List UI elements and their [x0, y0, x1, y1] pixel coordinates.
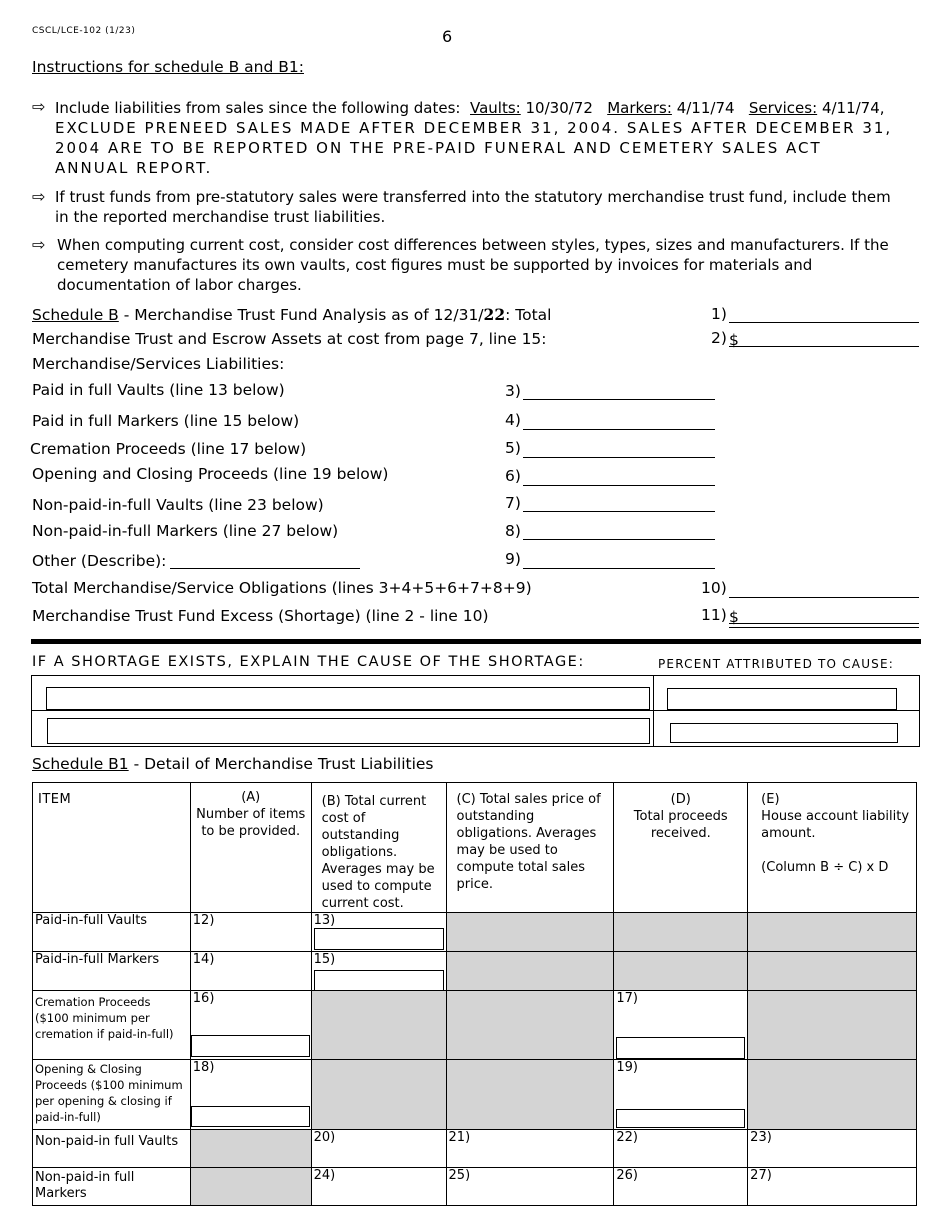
schedule-b1-title: Schedule B1 - Detail of Merchandise Trust Liabilities	[32, 755, 434, 773]
line-9-field[interactable]	[523, 568, 715, 569]
instructions-title: Instructions for schedule B and B1:	[32, 58, 304, 76]
instruction-item-2: If trust funds from pre-statutory sales were transferred into the statutory merchandise trust fund, include them in the reported merchandise trust liabilities.	[55, 188, 891, 226]
instruction-item-1: Include liabilities from sales since the following dates: Vaults: 10/30/72 Markers: 4/11/74 Services: 4/11/74, EXCLUDE PRENEED SALES MADE AFTER DECEMBER 31, 2004. SALES AFTER DECEMBER 31, 2004 ARE TO BE REPORTED ON THE PRE-PAID FUNERAL AND CEMETERY SALES ACT ANNUAL REPORT.	[55, 99, 893, 177]
percent-heading: PERCENT ATTRIBUTED TO CAUSE:	[658, 657, 895, 671]
row-label: Cremation Proceeds ($100 minimum per cremation if paid-in-full)	[33, 991, 191, 1060]
line-9-label: Other (Describe):	[32, 552, 167, 570]
line-5-field[interactable]	[523, 457, 715, 458]
liabilities-heading: Merchandise/Services Liabilities:	[32, 355, 285, 373]
col-c-header: (C) Total sales price of outstanding obligations. Averages may be used to compute total sales price.	[446, 783, 614, 913]
percent-input-2[interactable]	[670, 723, 898, 743]
line-8-field[interactable]	[523, 539, 715, 540]
instruction-item-3: When computing current cost, consider cost differences between styles, types, sizes and manufacturers. If the cemetery manufactures its own vaults, cost figures must be supported by invoices for materials and documentation of labor charges.	[57, 236, 889, 294]
double-underline	[729, 627, 919, 628]
line-2-label: Merchandise Trust and Escrow Assets at cost from page 7, line 15:	[32, 330, 547, 348]
line-number: 5)	[505, 439, 521, 457]
table-row	[33, 1130, 917, 1168]
line-10-field[interactable]	[729, 597, 919, 598]
cell-12[interactable]: 12)	[190, 913, 311, 952]
line-number: 4)	[505, 411, 521, 429]
line-4-field[interactable]	[523, 429, 715, 430]
schedule-b1-table	[32, 782, 917, 1206]
arrow-right-icon: ⇨	[32, 97, 46, 116]
form-id: CSCL/LCE-102 (1/23)	[32, 26, 136, 36]
cell-18-input[interactable]	[191, 1106, 310, 1127]
line-6-field[interactable]	[523, 485, 715, 486]
line-number: 6)	[505, 467, 521, 485]
cell-23[interactable]: 23)	[748, 1130, 917, 1168]
table-row	[33, 913, 917, 952]
line-8-label: Non-paid-in-full Markers (line 27 below)	[32, 522, 339, 540]
col-d-header: (D) Total proceeds received.	[614, 783, 748, 913]
col-b-header: (B) Total current cost of outstanding obligations. Averages may be used to compute current cost.	[311, 783, 446, 913]
line-7-label: Non-paid-in-full Vaults (line 23 below)	[32, 496, 324, 514]
line-number: 3)	[505, 382, 521, 400]
cell-16-input[interactable]	[191, 1035, 310, 1057]
table-row	[33, 952, 917, 991]
row-label: Opening & Closing Proceeds ($100 minimum per opening & closing if paid-in-full)	[33, 1060, 191, 1130]
arrow-right-icon: ⇨	[32, 187, 46, 206]
cell-19-input[interactable]	[616, 1109, 745, 1128]
col-item-header: ITEM	[33, 783, 191, 913]
schedule-b-title: Schedule B - Merchandise Trust Fund Analysis as of 12/31/22: Total	[32, 305, 552, 324]
line-number: 7)	[505, 494, 521, 512]
line-6-label: Opening and Closing Proceeds (line 19 below)	[32, 465, 389, 483]
line-10-label: Total Merchandise/Service Obligations (lines 3+4+5+6+7+8+9)	[32, 579, 532, 597]
cell-17: 17)	[614, 991, 748, 1060]
row-label: Non-paid-in full Markers	[33, 1168, 191, 1206]
shortage-heading: IF A SHORTAGE EXISTS, EXPLAIN THE CAUSE OF THE SHORTAGE:	[32, 654, 585, 670]
cell-19: 19)	[614, 1060, 748, 1130]
line-number: 11)	[701, 606, 727, 624]
other-describe-field[interactable]	[170, 568, 360, 569]
line-number: 8)	[505, 522, 521, 540]
cell-25[interactable]: 25)	[446, 1168, 614, 1206]
line-5-label: Cremation Proceeds (line 17 below)	[30, 440, 307, 458]
cell-17-input[interactable]	[616, 1037, 745, 1059]
table-row	[33, 991, 917, 1060]
line-1-field[interactable]	[729, 322, 919, 323]
row-label: Paid-in-full Vaults	[33, 913, 191, 952]
line-7-field[interactable]	[523, 511, 715, 512]
section-divider	[31, 639, 921, 644]
table-row	[33, 1168, 917, 1206]
arrow-right-icon: ⇨	[32, 235, 46, 254]
line-11-label: Merchandise Trust Fund Excess (Shortage) (line 2 - line 10)	[32, 607, 489, 625]
row-label: Paid-in-full Markers	[33, 952, 191, 991]
col-e-header: (E) House account liability amount. (Column B ÷ C) x D	[748, 783, 917, 913]
line-number: 9)	[505, 550, 521, 568]
dollar-sign: $	[729, 608, 739, 626]
cell-21[interactable]: 21)	[446, 1130, 614, 1168]
percent-input-1[interactable]	[667, 688, 897, 710]
col-a-header: (A) Number of items to be provided.	[190, 783, 311, 913]
line-2-field[interactable]	[729, 346, 919, 347]
cell-15: 15)	[311, 952, 446, 991]
table-row	[33, 1060, 917, 1130]
cell-22[interactable]: 22)	[614, 1130, 748, 1168]
row-label: Non-paid-in full Vaults	[33, 1130, 191, 1168]
cell-24[interactable]: 24)	[311, 1168, 446, 1206]
page-number: 6	[442, 27, 453, 46]
line-number: 1)	[711, 305, 727, 323]
line-number: 2)	[711, 329, 727, 347]
line-3-label: Paid in full Vaults (line 13 below)	[32, 381, 285, 399]
cell-13: 13)	[311, 913, 446, 952]
cell-26[interactable]: 26)	[614, 1168, 748, 1206]
dollar-sign: $	[729, 331, 739, 349]
line-3-field[interactable]	[523, 399, 715, 400]
table-header-row	[33, 783, 917, 913]
cell-15-input[interactable]	[314, 970, 444, 991]
line-4-label: Paid in full Markers (line 15 below)	[32, 412, 300, 430]
shortage-cause-input-2[interactable]	[47, 718, 650, 744]
cell-20[interactable]: 20)	[311, 1130, 446, 1168]
cell-14[interactable]: 14)	[190, 952, 311, 991]
line-11-field[interactable]	[729, 623, 919, 624]
shortage-cause-input-1[interactable]	[46, 687, 650, 710]
cell-18: 18)	[190, 1060, 311, 1130]
line-number: 10)	[701, 579, 727, 597]
cell-27[interactable]: 27)	[748, 1168, 917, 1206]
cell-16: 16)	[190, 991, 311, 1060]
cell-13-input[interactable]	[314, 928, 444, 950]
